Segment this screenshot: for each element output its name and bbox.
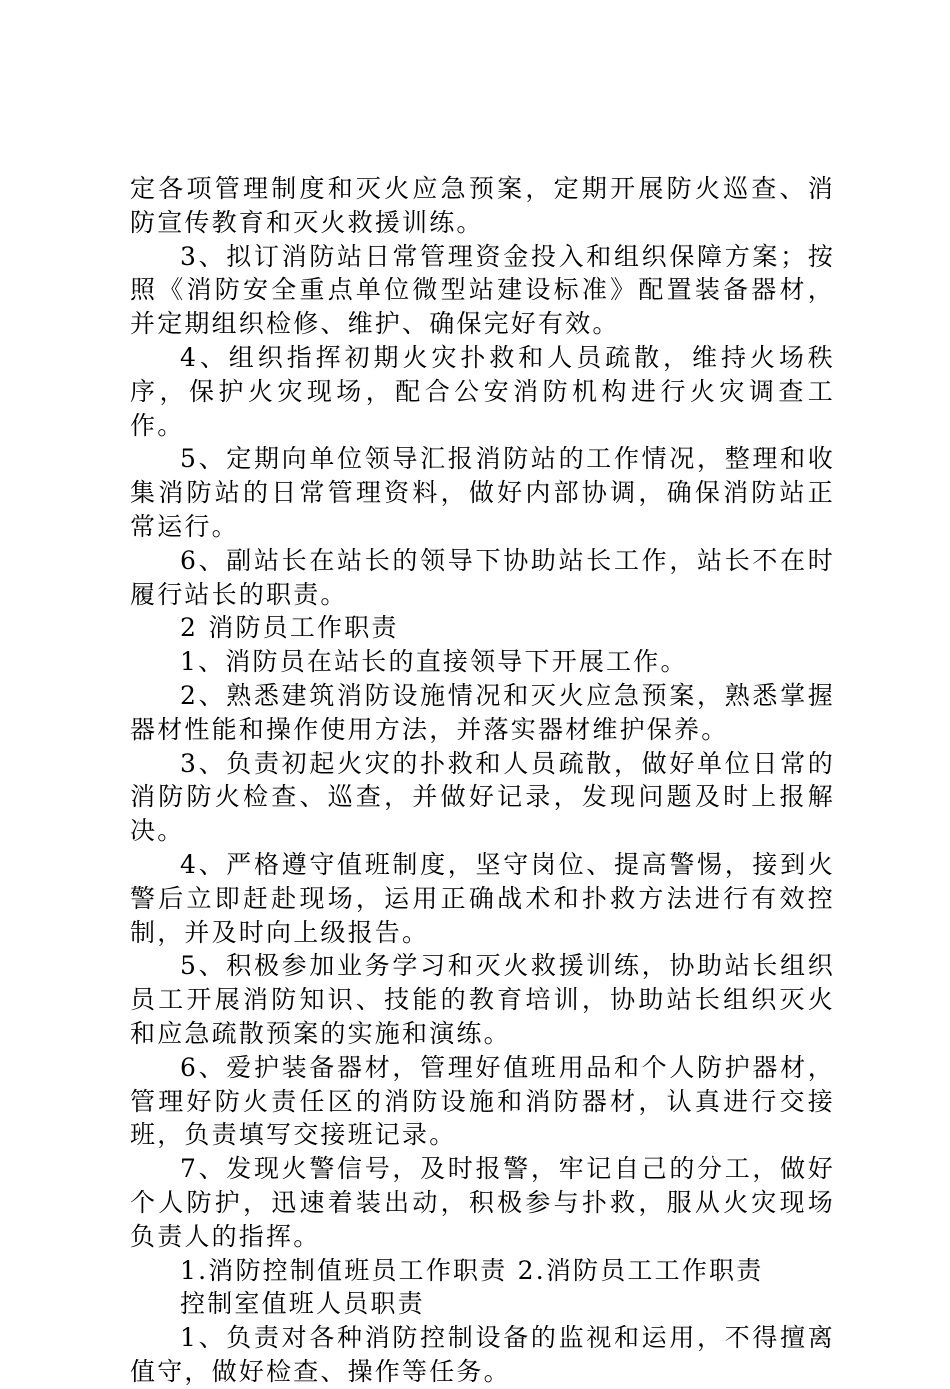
paragraph: 6、副站长在站长的领导下协助站长工作，站长不在时履行站长的职责。: [130, 545, 835, 609]
paragraph: 3、负责初起火灾的扑救和人员疏散，做好单位日常的消防防火检查、巡查，并做好记录，发现问题及时上报解决。: [130, 748, 835, 846]
paragraph: 4、严格遵守值班制度，坚守岗位、提高警惕，接到火警后立即赶赴现场，运用正确战术和扑救方法进行有效控制，并及时向上级报告。: [130, 849, 835, 947]
paragraph: 1、消防员在站长的直接领导下开展工作。: [180, 647, 688, 677]
paragraph: 5、积极参加业务学习和灭火救援训练，协助站长组织员工开展消防知识、技能的教育培训，协助站长组织灭火和应急疏散预案的实施和演练。: [130, 951, 835, 1048]
section-heading: 2 消防员工作职责: [180, 613, 399, 643]
paragraph: 5、定期向单位领导汇报消防站的工作情况，整理和收集消防站的日常管理资料，做好内部协调，确保消防站正常运行。: [130, 444, 835, 541]
section-heading: 控制室值班人员职责: [180, 1289, 425, 1319]
paragraph: 6、爱护装备器材，管理好值班用品和个人防护器材，管理好防火责任区的消防设施和消防器材，认真进行交接班，负责填写交接班记录。: [130, 1052, 835, 1150]
paragraph: 7、发现火警信号，及时报警，牢记自己的分工，做好个人防护，迅速着装出动，积极参与扑救，服从火灾现场负责人的指挥。: [130, 1154, 835, 1251]
paragraph: 定各项管理制度和灭火应急预案，定期开展防火巡查、消防宣传教育和灭火救援训练。: [130, 174, 835, 237]
paragraph: 1、负责对各种消防控制设备的监视和运用，不得擅离值守，做好检查、操作等任务。: [130, 1323, 835, 1386]
paragraph: 3、拟订消防站日常管理资金投入和组织保障方案；按照《消防安全重点单位微型站建设标准》配置装备器材，并定期组织检修、维护、确保完好有效。: [130, 241, 835, 339]
paragraph: 2、熟悉建筑消防设施情况和灭火应急预案，熟悉掌握器材性能和操作使用方法，并落实器材维护保养。: [130, 680, 835, 744]
paragraph: 4、组织指挥初期火灾扑救和人员疏散，维持火场秩序，保护火灾现场，配合公安消防机构进行火灾调查工作。: [130, 342, 835, 440]
section-heading: 1.消防控制值班员工作职责 2.消防员工工作职责: [180, 1255, 764, 1285]
document-body: [130, 172, 835, 1389]
